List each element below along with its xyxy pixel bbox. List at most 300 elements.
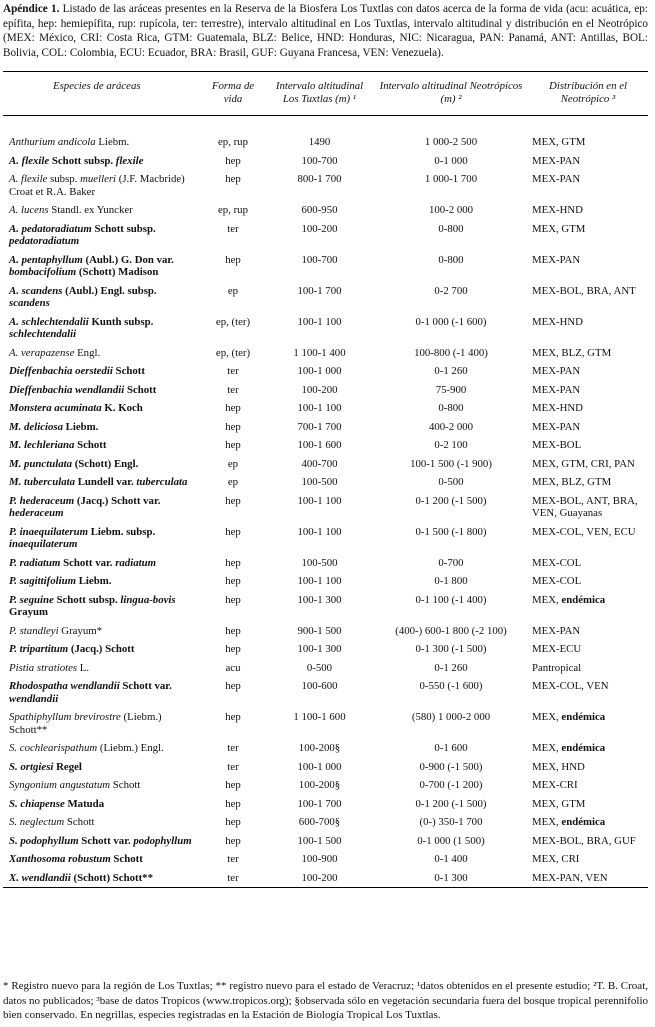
- species-name-part: (Liebm.) Engl.: [97, 742, 164, 754]
- distribution: MEX-PAN: [532, 420, 581, 433]
- distribution: MEX, CRI: [532, 853, 580, 865]
- life-form: hep: [225, 173, 241, 185]
- species-name-part: hederaceum: [9, 507, 64, 519]
- altitude-neotropics: (580) 1 000-2 000: [411, 711, 491, 723]
- distribution: [528, 813, 648, 832]
- table-row: [3, 492, 648, 523]
- species-name-part: Schott: [124, 383, 157, 396]
- life-form: hep: [225, 402, 241, 414]
- altitude-tuxtlas: 100-1 700: [297, 284, 342, 297]
- species-name: [3, 455, 201, 474]
- distribution-text: MEX,: [532, 593, 562, 606]
- life-form: hep: [225, 253, 241, 266]
- distribution: MEX-HND: [532, 315, 583, 328]
- altitude-neotropics: 0-700 (-1 200): [419, 779, 483, 791]
- life-form: hep: [225, 643, 241, 655]
- altitude-tuxtlas: 100-1 100: [297, 315, 342, 328]
- altitude-neotropics: 1 000-1 700: [424, 173, 478, 185]
- altitude-neotropics: 100-800 (-1 400): [414, 346, 488, 359]
- species-name-part: P. seguine: [9, 593, 54, 606]
- species-name-part: (Jacq.) Schott: [68, 643, 135, 655]
- altitude-neotropics: 0-1 260: [434, 365, 468, 377]
- life-form: ter: [227, 871, 239, 884]
- altitude-tuxtlas: 100-200§: [298, 742, 341, 754]
- species-name-part: Grayum*: [58, 624, 103, 637]
- species-name-part: P. sagittifolium: [9, 575, 76, 587]
- table-row: [3, 116, 648, 152]
- life-form: ep: [227, 457, 239, 470]
- altitude-neotropics: 0-1 260: [434, 661, 468, 674]
- species-name-part: M. tuberculata: [9, 476, 75, 488]
- altitude-neotropics: 1 000-2 500: [424, 136, 478, 148]
- species-name-part: Liebm.: [62, 420, 99, 433]
- distribution: MEX, HND: [532, 760, 585, 773]
- species-name: [3, 832, 201, 851]
- species-name: [3, 708, 201, 739]
- species-name-part: (J.F. Macbride) Croat et R.A. Baker: [9, 173, 185, 198]
- table-row: [3, 418, 648, 437]
- species-name-part: A. flexile: [9, 173, 48, 185]
- species-name-part: podophyllum: [133, 834, 192, 847]
- species-name-part: P. hederaceum: [9, 494, 75, 507]
- species-name: [3, 399, 201, 418]
- altitude-tuxtlas: 100-1 000: [297, 760, 342, 773]
- endemic-label: endémica: [561, 742, 606, 754]
- species-name: [3, 116, 201, 152]
- life-form: ep: [227, 284, 239, 297]
- distribution: MEX-PAN: [532, 173, 581, 185]
- species-name: [3, 201, 201, 220]
- species-name-part: A. schlechtendalii: [9, 315, 89, 328]
- species-name-part: P. inaequilaterum: [9, 525, 88, 538]
- species-name: [3, 758, 201, 777]
- header-species: Especies de aráceas: [53, 80, 141, 92]
- life-form: hep: [225, 624, 241, 637]
- species-name: [3, 591, 201, 622]
- life-form: hep: [225, 154, 241, 167]
- altitude-tuxtlas: 100-1 000: [297, 365, 342, 377]
- altitude-tuxtlas: 1 100-1 400: [293, 346, 346, 359]
- caption-text: Listado de las aráceas presentes en la Reserva de la Biosfera Los Tuxtlas con datos acerca de la forma de vida (acu: acuática, ep: epífita, hep: hemiepífita, rup: rupícola, ter: terrestre), intervalo altitudinal en Los Tuxtlas, intervalo altitudinal y distribución en el Neotrópico (MEX: México, CRI: Costa Rica, GTM: Guatemala, BLZ: Belice, HND: Honduras, NIC: Nicaragua, PAN: Panamá, ANT: Antillas, BOL: Bolivia, COL: Colombia, ECU: Ecuador, BRA: Brasil, GUF: Guyana Francesa, VEN: Venezuela).: [3, 3, 649, 59]
- life-form: hep: [225, 779, 241, 791]
- table-row: [3, 708, 648, 739]
- altitude-tuxtlas: 400-700: [301, 457, 338, 470]
- species-name-part: M. punctulata: [9, 457, 72, 470]
- life-form: ep: [227, 476, 239, 488]
- altitude-neotropics: 0-1 200 (-1 500): [415, 494, 487, 507]
- distribution: MEX, GTM: [532, 222, 586, 235]
- species-name-part: M. deliciosa: [9, 420, 63, 433]
- species-name-part: Schott subsp.: [53, 593, 121, 606]
- species-name-part: wendlandii: [9, 692, 59, 705]
- table-row: [3, 739, 648, 758]
- species-name-part: Schott subsp.: [49, 154, 116, 167]
- species-name-part: A. flexile: [9, 154, 50, 167]
- distribution: MEX-BOL, ANT, BRA, VEN, Guayanas: [532, 494, 638, 519]
- table-row: [3, 832, 648, 851]
- species-name-part: (Jacq.) Schott var.: [74, 494, 161, 507]
- altitude-tuxtlas: 100-700: [301, 253, 338, 266]
- species-name-part: Schott var.: [60, 556, 116, 569]
- species-name-part: bombacifolium: [9, 266, 77, 278]
- table-row: [3, 251, 648, 282]
- altitude-neotropics: 0-1 200 (-1 500): [415, 797, 487, 810]
- species-name-part: Pistia stratiotes: [9, 661, 78, 674]
- altitude-neotropics: 0-1 100 (-1 400): [415, 593, 487, 606]
- altitude-tuxtlas: 1490: [308, 136, 331, 148]
- table-row: [3, 362, 648, 381]
- species-name-part: P. tripartitum: [9, 643, 69, 655]
- altitude-tuxtlas: 100-200§: [298, 779, 341, 791]
- life-form: hep: [225, 494, 241, 507]
- life-form: ep, (ter): [215, 315, 251, 328]
- species-name-part: Schott subsp.: [91, 222, 156, 235]
- table-row: [3, 170, 648, 201]
- table-row: [3, 850, 648, 869]
- altitude-tuxtlas: 600-950: [301, 204, 338, 216]
- species-name-part: X. wendlandii: [9, 871, 71, 884]
- species-name-part: S. podophyllum: [9, 834, 79, 847]
- distribution: MEX-BOL, BRA, GUF: [532, 834, 636, 847]
- species-name-part: L.: [77, 661, 90, 674]
- table-row: [3, 201, 648, 220]
- altitude-neotropics: 0-1 000 (-1 600): [415, 315, 487, 328]
- species-name: [3, 572, 201, 591]
- table-row: [3, 523, 648, 554]
- species-name-part: Liebm. subsp.: [88, 525, 156, 538]
- species-name-part: Schott: [110, 779, 141, 791]
- altitude-neotropics: 0-700: [438, 556, 464, 569]
- species-name-part: (Liebm.) Schott**: [9, 711, 162, 736]
- species-name: [3, 869, 201, 888]
- header-distribution: Distribución en el Neotrópico ³: [549, 80, 627, 105]
- distribution: [528, 708, 648, 739]
- species-name-part: Spathiphyllum brevirostre: [9, 711, 121, 723]
- table-row: [3, 622, 648, 641]
- distribution: MEX-CRI: [532, 779, 578, 791]
- life-form: ter: [227, 853, 239, 865]
- table-row: [3, 869, 648, 888]
- species-name-part: Dieffenbachia oerstedii: [9, 365, 113, 377]
- species-name: [3, 523, 201, 554]
- species-name-part: (Schott) Engl.: [72, 457, 139, 470]
- altitude-tuxtlas: 100-1 100: [297, 525, 342, 538]
- distribution: MEX-COL, VEN: [532, 680, 609, 692]
- species-name: [3, 677, 201, 708]
- life-form: hep: [225, 797, 241, 810]
- table-row: [3, 455, 648, 474]
- species-name-part: S. neglectum: [9, 816, 65, 828]
- species-name-part: Dieffenbachia wendlandii: [9, 383, 125, 396]
- table-row: [3, 776, 648, 795]
- species-name-part: S. cochlearispathum: [9, 742, 98, 754]
- life-form: ter: [227, 760, 239, 773]
- species-name-part: A. scandens: [9, 284, 63, 297]
- species-name-part: schlechtendalii: [9, 328, 77, 340]
- altitude-neotropics: 0-500: [438, 476, 464, 488]
- endemic-label: endémica: [561, 593, 606, 606]
- species-name-part: muelleri: [80, 173, 117, 185]
- species-name-part: (Aubl.) G. Don var.: [82, 253, 174, 266]
- species-name-part: Anthurium andicola: [9, 136, 96, 148]
- life-form: acu: [225, 661, 241, 674]
- life-form: hep: [225, 711, 241, 723]
- species-name-part: (Aubl.) Engl. subsp.: [62, 284, 157, 297]
- table-row: [3, 640, 648, 659]
- species-name: [3, 554, 201, 573]
- altitude-tuxtlas: 100-900: [301, 853, 338, 865]
- species-name-part: Schott var.: [78, 834, 134, 847]
- distribution: MEX-PAN: [532, 154, 581, 167]
- table-caption: [3, 2, 648, 60]
- altitude-tuxtlas: 100-1 100: [297, 402, 342, 414]
- header-altitude-neotropics: Intervalo altitudinal Neotrópicos (m) ²: [379, 80, 523, 105]
- altitude-neotropics: 0-900 (-1 500): [419, 760, 483, 773]
- altitude-neotropics: 0-1 000: [434, 154, 468, 167]
- life-form: ter: [227, 742, 239, 754]
- altitude-tuxtlas: 100-200: [301, 383, 338, 396]
- species-name-part: inaequilaterum: [9, 538, 78, 550]
- species-name-part: Schott: [110, 853, 143, 865]
- distribution: MEX-BOL: [532, 439, 582, 451]
- life-form: ter: [227, 365, 239, 377]
- table-row: [3, 381, 648, 400]
- species-name-part: S. chiapense: [9, 797, 65, 810]
- table-row: [3, 659, 648, 678]
- species-name-part: Liebm.: [95, 136, 130, 148]
- species-name-part: lingua-bovis: [120, 593, 176, 606]
- species-name-part: P. radiatum: [9, 556, 61, 569]
- distribution: MEX-PAN, VEN: [532, 871, 608, 884]
- distribution: MEX-COL, VEN, ECU: [532, 525, 636, 538]
- species-name: [3, 640, 201, 659]
- altitude-neotropics: 0-1 600: [434, 742, 468, 754]
- altitude-neotropics: 0-1 000 (1 500): [417, 834, 485, 847]
- life-form: ep, rup: [218, 136, 248, 148]
- species-name-part: flexile: [115, 154, 144, 167]
- species-name-part: P. standleyi: [9, 624, 59, 637]
- life-form: hep: [225, 420, 241, 433]
- table-header-row: [3, 72, 648, 116]
- distribution-text: MEX,: [532, 742, 562, 754]
- species-name-part: tuberculata: [136, 476, 188, 488]
- species-name-part: A. verapazense: [9, 346, 75, 359]
- life-form: ep, (ter): [215, 346, 251, 359]
- altitude-neotropics: 0-1 400: [434, 853, 468, 865]
- table-row: [3, 677, 648, 708]
- altitude-tuxtlas: 0-500: [306, 661, 333, 674]
- table-footnote: * Registro nuevo para la región de Los Tuxtlas; ** registro nuevo para el estado de Veracruz; ¹datos obtenidos en el presente estudio; ²T. B. Croat, datos no publicados; ³base de datos Tropicos (www.tropicos.org); §observada sólo en vegetación secundaria fuera del bosque tropical perennifolio bien conservado. En negrillas, especies registradas en la Estación de Biología Tropical Los Tuxtlas.: [3, 980, 648, 1021]
- table-row: [3, 313, 648, 344]
- species-name-part: S. ortgiesi: [9, 760, 54, 773]
- species-name: [3, 313, 201, 344]
- species-name: [3, 850, 201, 869]
- endemic-label: endémica: [561, 816, 606, 828]
- table-row: [3, 758, 648, 777]
- species-name-part: pedatoradiatum: [9, 235, 80, 247]
- altitude-tuxtlas: 100-500: [301, 556, 338, 569]
- altitude-neotropics: 0-800: [438, 253, 464, 266]
- species-name-part: subsp.: [47, 173, 81, 185]
- species-name: [3, 418, 201, 437]
- distribution: [528, 591, 648, 622]
- species-name: [3, 344, 201, 363]
- species-name: [3, 795, 201, 814]
- species-name-part: radiatum: [115, 556, 157, 569]
- distribution: MEX-COL: [532, 575, 582, 587]
- altitude-tuxtlas: 700-1 700: [297, 420, 342, 433]
- distribution: Pantropical: [532, 661, 582, 674]
- species-name: [3, 739, 201, 758]
- altitude-neotropics: 75-900: [435, 383, 467, 396]
- altitude-neotropics: 400-2 000: [428, 420, 474, 433]
- distribution: MEX-HND: [532, 402, 583, 414]
- species-name-part: Regel: [53, 760, 82, 773]
- altitude-neotropics: 0-2 700: [434, 284, 468, 297]
- species-name-part: Lundell var.: [75, 476, 137, 488]
- altitude-neotropics: 100-1 500 (-1 900): [410, 457, 492, 470]
- distribution: MEX-COL: [532, 556, 582, 569]
- endemic-label: endémica: [561, 711, 606, 723]
- distribution: MEX-ECU: [532, 643, 582, 655]
- distribution-text: MEX,: [532, 816, 562, 828]
- species-name-part: Grayum: [9, 606, 48, 618]
- altitude-tuxtlas: 100-700: [301, 154, 338, 167]
- table-row: [3, 282, 648, 313]
- table-row: [3, 473, 648, 492]
- altitude-tuxtlas: 100-600: [301, 680, 338, 692]
- table-row: [3, 795, 648, 814]
- life-form: hep: [225, 575, 241, 587]
- altitude-neotropics: (400-) 600-1 800 (-2 100): [395, 624, 507, 637]
- species-name: [3, 813, 201, 832]
- altitude-tuxtlas: 900-1 500: [297, 624, 342, 637]
- altitude-tuxtlas: 100-1 100: [297, 494, 342, 507]
- altitude-neotropics: 0-1 300: [434, 871, 468, 884]
- distribution: MEX-HND: [532, 204, 583, 216]
- species-name-part: M. lechleriana: [9, 439, 75, 451]
- species-name-part: Monstera acuminata: [9, 402, 102, 414]
- life-form: hep: [225, 593, 241, 606]
- altitude-tuxtlas: 100-1 300: [297, 593, 342, 606]
- altitude-tuxtlas: 800-1 700: [297, 173, 342, 185]
- species-name-part: (Schott) Schott**: [70, 871, 153, 884]
- species-name: [3, 220, 201, 251]
- species-name-part: Engl.: [74, 346, 101, 359]
- altitude-tuxtlas: 100-500: [301, 476, 338, 488]
- table-row: [3, 436, 648, 455]
- species-name-part: Standl. ex Yuncker: [48, 204, 133, 216]
- life-form: hep: [225, 439, 241, 451]
- distribution: MEX-PAN: [532, 253, 581, 266]
- altitude-tuxtlas: 100-1 700: [297, 797, 342, 810]
- altitude-neotropics: 0-1 500 (-1 800): [415, 525, 487, 538]
- table-row: [3, 572, 648, 591]
- table-row: [3, 152, 648, 171]
- distribution: MEX-BOL, BRA, ANT: [532, 284, 636, 297]
- life-form: hep: [225, 816, 241, 828]
- distribution: MEX-PAN: [532, 624, 581, 637]
- altitude-tuxtlas: 600-700§: [298, 816, 341, 828]
- life-form: ter: [227, 383, 239, 396]
- distribution: MEX, BLZ, GTM: [532, 476, 612, 488]
- altitude-neotropics: 0-550 (-1 600): [419, 680, 483, 692]
- distribution: MEX-PAN: [532, 383, 581, 396]
- table-row: [3, 344, 648, 363]
- altitude-tuxtlas: 100-200: [301, 871, 338, 884]
- species-name: [3, 152, 201, 171]
- species-name: [3, 282, 201, 313]
- species-name: [3, 381, 201, 400]
- species-name-part: A. lucens: [9, 204, 49, 216]
- distribution: MEX, BLZ, GTM: [532, 346, 612, 359]
- altitude-tuxtlas: 100-1 100: [297, 575, 342, 587]
- species-name: [3, 659, 201, 678]
- species-name-part: scandens: [9, 297, 50, 309]
- distribution-text: MEX,: [532, 711, 562, 723]
- distribution: MEX, GTM: [532, 797, 586, 810]
- species-name-part: Liebm.: [76, 575, 112, 587]
- species-name: [3, 473, 201, 492]
- header-altitude-tuxtlas: Intervalo altitudinal Los Tuxtlas (m) ¹: [275, 80, 364, 105]
- table-row: [3, 591, 648, 622]
- altitude-tuxtlas: 1 100-1 600: [293, 711, 346, 723]
- species-name-part: (Schott) Madison: [76, 266, 159, 278]
- distribution: [528, 739, 648, 758]
- altitude-neotropics: 0-1 300 (-1 500): [415, 643, 487, 655]
- life-form: hep: [225, 556, 241, 569]
- header-life-form: Forma de vida: [211, 80, 255, 105]
- species-name-part: Rhodospatha wendlandii: [9, 680, 120, 692]
- altitude-neotropics: (0-) 350-1 700: [419, 816, 483, 828]
- species-name: [3, 251, 201, 282]
- life-form: hep: [225, 525, 241, 538]
- species-name-part: Kunth subsp.: [88, 315, 154, 328]
- altitude-neotropics: 0-2 100: [434, 439, 468, 451]
- species-name: [3, 362, 201, 381]
- species-name: [3, 776, 201, 795]
- distribution: MEX-PAN: [532, 365, 581, 377]
- life-form: ter: [227, 222, 239, 235]
- life-form: ep, rup: [218, 204, 248, 216]
- altitude-tuxtlas: 100-200: [301, 222, 338, 235]
- species-name: [3, 622, 201, 641]
- altitude-tuxtlas: 100-1 600: [297, 439, 342, 451]
- life-form: hep: [225, 834, 241, 847]
- table-row: [3, 220, 648, 251]
- species-name-part: Schott: [64, 816, 95, 828]
- table-row: [3, 399, 648, 418]
- species-name-part: Schott: [112, 365, 145, 377]
- species-name: [3, 436, 201, 455]
- species-name-part: A. pentaphyllum: [9, 253, 83, 266]
- species-name-part: Schott: [74, 439, 107, 451]
- species-name-part: A. pedatoradiatum: [9, 222, 92, 235]
- species-name-part: K. Koch: [101, 402, 143, 414]
- altitude-tuxtlas: 100-1 500: [297, 834, 342, 847]
- species-name-part: Syngonium angustatum: [9, 779, 111, 791]
- table-row: [3, 813, 648, 832]
- species-name-part: Schott var.: [119, 680, 172, 692]
- species-table: [3, 71, 648, 888]
- altitude-neotropics: 0-1 800: [434, 575, 468, 587]
- distribution: MEX, GTM, CRI, PAN: [532, 457, 635, 470]
- caption-label: Apéndice 1.: [3, 3, 60, 15]
- altitude-tuxtlas: 100-1 300: [297, 643, 342, 655]
- altitude-neotropics: 0-800: [438, 222, 464, 235]
- distribution: MEX, GTM: [532, 136, 586, 148]
- species-name: [3, 492, 201, 523]
